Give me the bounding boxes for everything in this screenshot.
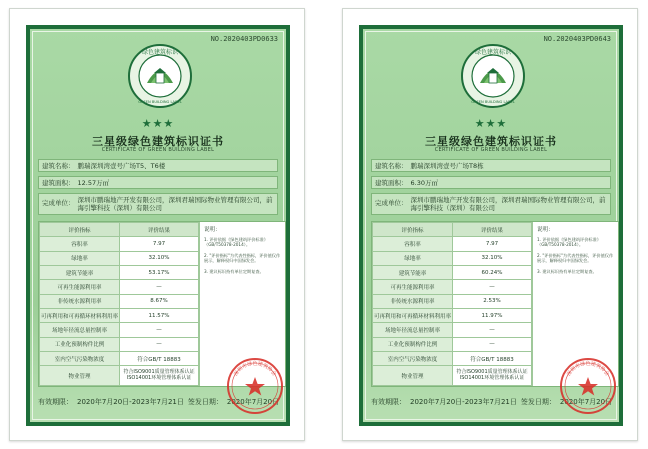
- note-item: 2. "评价指标"为代表性指标，评价值仅作展示，解释权归中国绿发会。: [204, 252, 281, 264]
- svg-text:绿色建筑标识: 绿色建筑标识: [141, 49, 179, 56]
- table-row: 室内空气污染物浓度 符合GB/T 18883: [373, 351, 532, 365]
- table-row: 非传统水源利用率 8.67%: [40, 294, 199, 308]
- green-building-emblem-icon: [460, 43, 526, 109]
- svg-text:深圳市绿色建筑协会: 深圳市绿色建筑协会: [233, 361, 277, 378]
- notes-label: 说明：: [204, 227, 221, 233]
- building-name-row: 建筑名称： 鹏瑞深圳湾壹号广场T5、T6楼: [38, 159, 278, 172]
- certificate-number: NO.2020403PD0643: [543, 35, 611, 43]
- green-building-emblem-icon: [127, 43, 193, 109]
- notes-label: 说明：: [537, 227, 554, 233]
- header-indicator: 评价指标: [40, 223, 120, 237]
- table-row: 容积率 7.97: [40, 237, 199, 251]
- completion-unit-row: 完成单位： 深圳市鹏瑞地产开发有限公司，深圳君瑞国际物业管理有限公司，前海引擎科技（深圳）有限公司: [371, 193, 611, 215]
- table-row: 可再生能源利用率 —: [373, 280, 532, 294]
- certificate-number: NO.2020403PD0633: [210, 35, 278, 43]
- table-row: 可再利用和可再循环材料利用率 11.97%: [373, 308, 532, 322]
- table-header-row: [40, 223, 199, 237]
- building-area-row: 建筑面积： 6.30万㎡: [371, 176, 611, 189]
- svg-text:深圳市绿色建筑协会: 深圳市绿色建筑协会: [566, 361, 610, 378]
- svg-text:GREEN BUILDING LABEL: GREEN BUILDING LABEL: [471, 100, 515, 104]
- table-row: 物业管理 符合ISO9001质量管理体系认证 ISO14001环境管理体系认证: [40, 366, 199, 386]
- table-row: 非传统水源利用率 2.53%: [373, 294, 532, 308]
- table-row: 室内空气污染物浓度 符合GB/T 18883: [40, 351, 199, 365]
- official-seal-icon: [226, 357, 284, 415]
- table-row: 建筑节能率 53.17%: [40, 265, 199, 279]
- official-seal-icon: [559, 357, 617, 415]
- star-rating: ★★★: [141, 117, 175, 130]
- certificate-right: [342, 8, 638, 441]
- building-name-row: 建筑名称： 鹏瑞深圳湾壹号广场T8栋: [371, 159, 611, 172]
- certificate-left: [9, 8, 305, 441]
- table-row: 绿地率 32.10%: [40, 251, 199, 265]
- note-item: 1. 评价依据《绿色建筑评价标准》（GB/T50378-2014）。: [537, 236, 601, 248]
- certificate-frame: [26, 25, 290, 426]
- table-row: 物业管理 符合ISO9001质量管理体系认证 ISO14001环境管理体系认证: [373, 366, 532, 386]
- table-row: 可再利用和可再循环材料利用率 11.57%: [40, 308, 199, 322]
- table-row: 工业化预制构件比例 —: [40, 337, 199, 351]
- building-area-row: 建筑面积： 12.57万㎡: [38, 176, 278, 189]
- table-row: 容积率 7.97: [373, 237, 532, 251]
- certificate-frame: [359, 25, 623, 426]
- table-row: 场地年径流总量控制率 —: [373, 323, 532, 337]
- note-item: 1. 评价依据《绿色建筑评价标准》（GB/T50378-2014）。: [204, 236, 268, 248]
- note-item: 2. "评价指标"为代表性指标，评价值仅作展示，解释权归中国绿发会。: [537, 252, 614, 264]
- table-header-row: [373, 223, 532, 237]
- note-item: 3. 建议标识持有单位定期复查。: [204, 268, 264, 274]
- certificate-title: 三星级绿色建筑标识证书: [425, 135, 557, 148]
- validity-line: 有效期限： 2020年7月20日-2023年7月21日 签发日期： 2020年7月20日: [371, 398, 613, 406]
- star-rating: ★★★: [474, 117, 508, 130]
- certificate-subtitle: CERTIFICATE OF GREEN BUILDING LABEL: [101, 147, 215, 153]
- header-indicator: 评价指标: [373, 223, 453, 237]
- svg-text:绿色建筑标识: 绿色建筑标识: [474, 49, 512, 56]
- header-result: 评价结果: [120, 223, 199, 237]
- svg-text:GREEN BUILDING LABEL: GREEN BUILDING LABEL: [138, 100, 182, 104]
- validity-line: 有效期限： 2020年7月20日-2023年7月21日 签发日期： 2020年7月20日: [38, 398, 280, 406]
- table-row: 工业化预制构件比例 —: [373, 337, 532, 351]
- table-row: 绿地率 32.10%: [373, 251, 532, 265]
- certificate-subtitle: CERTIFICATE OF GREEN BUILDING LABEL: [434, 147, 548, 153]
- table-row: 场地年径流总量控制率 —: [40, 323, 199, 337]
- note-item: 3. 建议标识持有单位定期复查。: [537, 268, 597, 274]
- header-result: 评价结果: [453, 223, 532, 237]
- table-row: 可再生能源利用率 —: [40, 280, 199, 294]
- completion-unit-row: 完成单位： 深圳市鹏瑞地产开发有限公司，深圳君瑞国际物业管理有限公司，前海引擎科技（深圳）有限公司: [38, 193, 278, 215]
- table-row: 建筑节能率 60.24%: [373, 265, 532, 279]
- certificate-title: 三星级绿色建筑标识证书: [92, 135, 224, 148]
